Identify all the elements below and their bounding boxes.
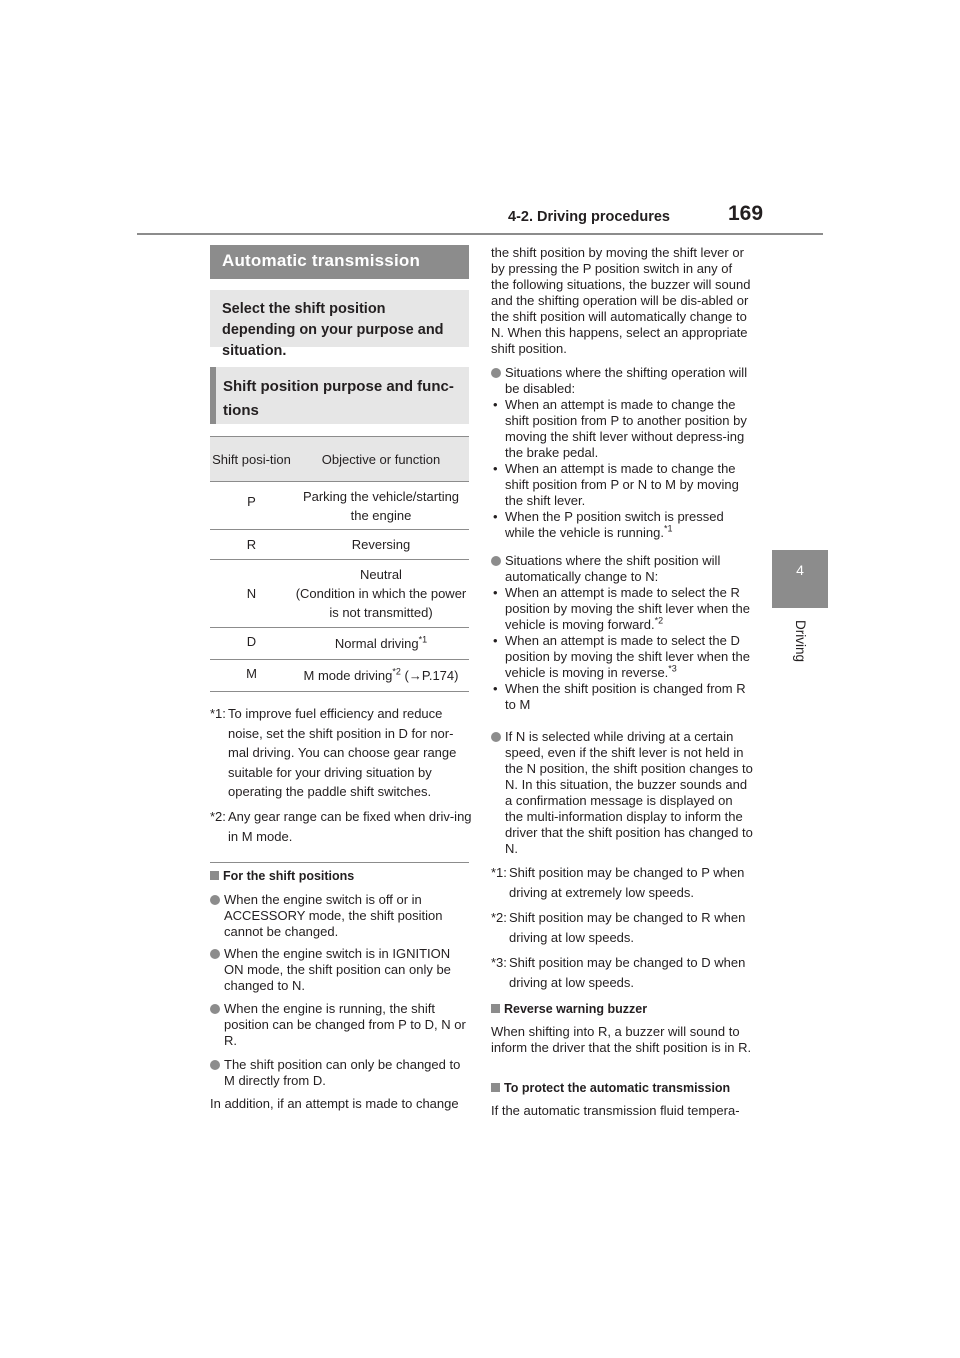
section-heading-text: For the shift positions: [223, 869, 355, 883]
table-cell-position: N: [210, 560, 293, 628]
list-item: [210, 1057, 472, 1089]
square-bullet-icon: [491, 1083, 500, 1092]
footnote-label: *1:: [491, 865, 507, 880]
footnote-text: Shift position may be changed to R when driving at low speeds.: [509, 910, 746, 945]
list-item: [491, 729, 753, 857]
list-item-text: The shift position can only be changed to M directly from D.: [224, 1057, 461, 1088]
circle-bullet-icon: [491, 732, 501, 742]
sub-list-item: • When an attempt is made to change the shift position from P or N to M by moving the shift lever.: [491, 461, 753, 509]
sub-list: [491, 397, 753, 541]
sub-list-item: [491, 509, 753, 541]
list-item-text: If N is selected while driving at a certain speed, even if the shift lever is not held in the N position, the shift position changes to N. In this situation, the buzzer sounds and a confirmation message is displayed on the multi-information display to inform the driver that the shift position has changed to N.: [505, 729, 753, 856]
function-line: Neutral: [360, 567, 402, 582]
list-item-text: When the engine switch is in IGNITION ON mode, the shift position can only be changed to N.: [224, 946, 451, 993]
circle-bullet-icon: [210, 895, 220, 905]
table-cell-function: [293, 628, 469, 660]
footnote: [491, 908, 753, 947]
sub-list-item-text: When an attempt is made to select the R position by moving the shift lever when the vehicle is moving forward.: [505, 585, 750, 632]
list-item: [491, 365, 753, 541]
paragraph: the shift position by moving the shift lever or by pressing the P position switch in any of the following situations, the buzzer will sound and the shifting operation will be dis-abled or the shift position will automatically change to N. When this happens, select an appropriate shift position.: [491, 245, 751, 356]
table-cell-position: M: [210, 660, 293, 692]
sub-list-item-text: When the P position switch is pressed while the vehicle is running.: [505, 509, 724, 540]
paragraph: When shifting into R, a buzzer will sound to inform the driver that the shift position is in R.: [491, 1024, 752, 1055]
footnote-label: *2:: [210, 809, 226, 824]
list-item-text: Situations where the shifting operation will be disabled:: [505, 365, 748, 396]
circle-bullet-icon: [491, 556, 501, 566]
function-text: M mode driving: [303, 668, 393, 683]
sub-list-item: • When an attempt is made to change the shift position from P to another position by moving the shift lever without depress-ing the brake pedal.: [491, 397, 753, 461]
section-divider: [210, 862, 469, 863]
circle-bullet-icon: [210, 1004, 220, 1014]
table-cell-function: Parking the vehicle/starting the engine: [293, 482, 469, 530]
sub-list-item: [491, 585, 753, 633]
footnote: [491, 953, 753, 992]
table-header-function: Objective or function: [293, 437, 469, 482]
topic-heading-text: Automatic transmission: [222, 251, 421, 270]
page-reference-link[interactable]: (→P.174): [404, 668, 459, 683]
footnote-label: *3:: [491, 955, 507, 970]
section-heading: [491, 1002, 647, 1016]
footnote-marker: *1: [663, 523, 673, 534]
table-row: [210, 530, 469, 560]
section-heading-text: To protect the automatic transmission: [504, 1081, 731, 1095]
table-cell-function: Reversing: [293, 530, 469, 560]
table-row: [210, 660, 469, 692]
footnote: [491, 863, 753, 902]
subheading-text: Shift position purpose and func-tions: [223, 378, 454, 419]
footnote-text: To improve fuel efficiency and reduce noise, set the shift position in D for nor-mal driving. You can choose gear range suitable for your driving situation by operating the paddle shift switches.: [228, 706, 457, 799]
chapter-label: Driving: [793, 620, 808, 663]
table-header-row: [210, 437, 469, 482]
circle-bullet-icon: [210, 1060, 220, 1070]
function-text: Normal driving: [334, 636, 419, 651]
topic-heading: [210, 245, 469, 279]
table-row: [210, 560, 469, 628]
table-row: [210, 628, 469, 660]
table-cell-position: D: [210, 628, 293, 660]
sub-list-item-text: When an attempt is made to select the D position by moving the shift lever when the vehicle is moving in reverse.: [505, 633, 750, 680]
section-heading-text: Reverse warning buzzer: [504, 1002, 648, 1016]
list-item-text: When the engine switch is off or in ACCESSORY mode, the shift position cannot be changed.: [224, 892, 443, 939]
list-item: [491, 553, 753, 713]
section-title: 4-2. Driving procedures: [508, 209, 670, 225]
circle-bullet-icon: [491, 368, 501, 378]
list-item-text: When the engine is running, the shift position can be changed from P to D, N or R.: [224, 1001, 466, 1048]
footnote: [210, 807, 472, 846]
square-bullet-icon: [491, 1004, 500, 1013]
table-cell-position: R: [210, 530, 293, 560]
intro-box: [210, 290, 469, 359]
page-number: 169: [728, 202, 764, 225]
footnote-marker: *3: [668, 663, 677, 674]
footnote-marker: *2: [392, 666, 401, 677]
sub-list: [491, 585, 753, 713]
table-cell-position: P: [210, 482, 293, 530]
footnote-marker: *2: [654, 615, 664, 626]
circle-bullet-icon: [210, 949, 220, 959]
list-item: [210, 892, 472, 940]
section-heading: [210, 869, 354, 883]
intro-text: Select the shift position depending on your purpose and situation.: [222, 301, 444, 359]
footnote-text: Any gear range can be fixed when driv-ing in M mode.: [228, 809, 472, 844]
shift-position-table: [210, 436, 469, 692]
sub-list-item: • When the shift position is changed from R to M: [491, 681, 753, 713]
sub-list-item: [491, 633, 753, 681]
table-cell-function: [293, 560, 469, 628]
table-cell-function: [293, 660, 469, 692]
chapter-number: 4: [796, 562, 804, 578]
list-item-text: Situations where the shift position will automatically change to N:: [505, 553, 721, 584]
table-row: [210, 482, 469, 530]
header-rule: [137, 233, 823, 235]
function-line: (Condition in which the power is not transmitted): [295, 586, 467, 620]
paragraph: If the automatic transmission fluid tempera-: [491, 1103, 740, 1118]
chapter-tab: [772, 550, 828, 608]
table-header-position: Shift posi-tion: [210, 437, 293, 482]
section-heading: [491, 1081, 730, 1095]
paragraph: In addition, if an attempt is made to change: [210, 1096, 459, 1111]
subheading-box: [210, 367, 469, 424]
footnote-label: *2:: [491, 910, 507, 925]
footnote-label: *1:: [210, 706, 226, 721]
list-item: [210, 1001, 472, 1049]
footnote: [210, 704, 472, 802]
footnote-marker: *1: [418, 634, 428, 645]
square-bullet-icon: [210, 871, 219, 880]
footnote-text: Shift position may be changed to D when driving at low speeds.: [509, 955, 746, 990]
footnote-text: Shift position may be changed to P when driving at extremely low speeds.: [509, 865, 745, 900]
list-item: [210, 946, 472, 994]
